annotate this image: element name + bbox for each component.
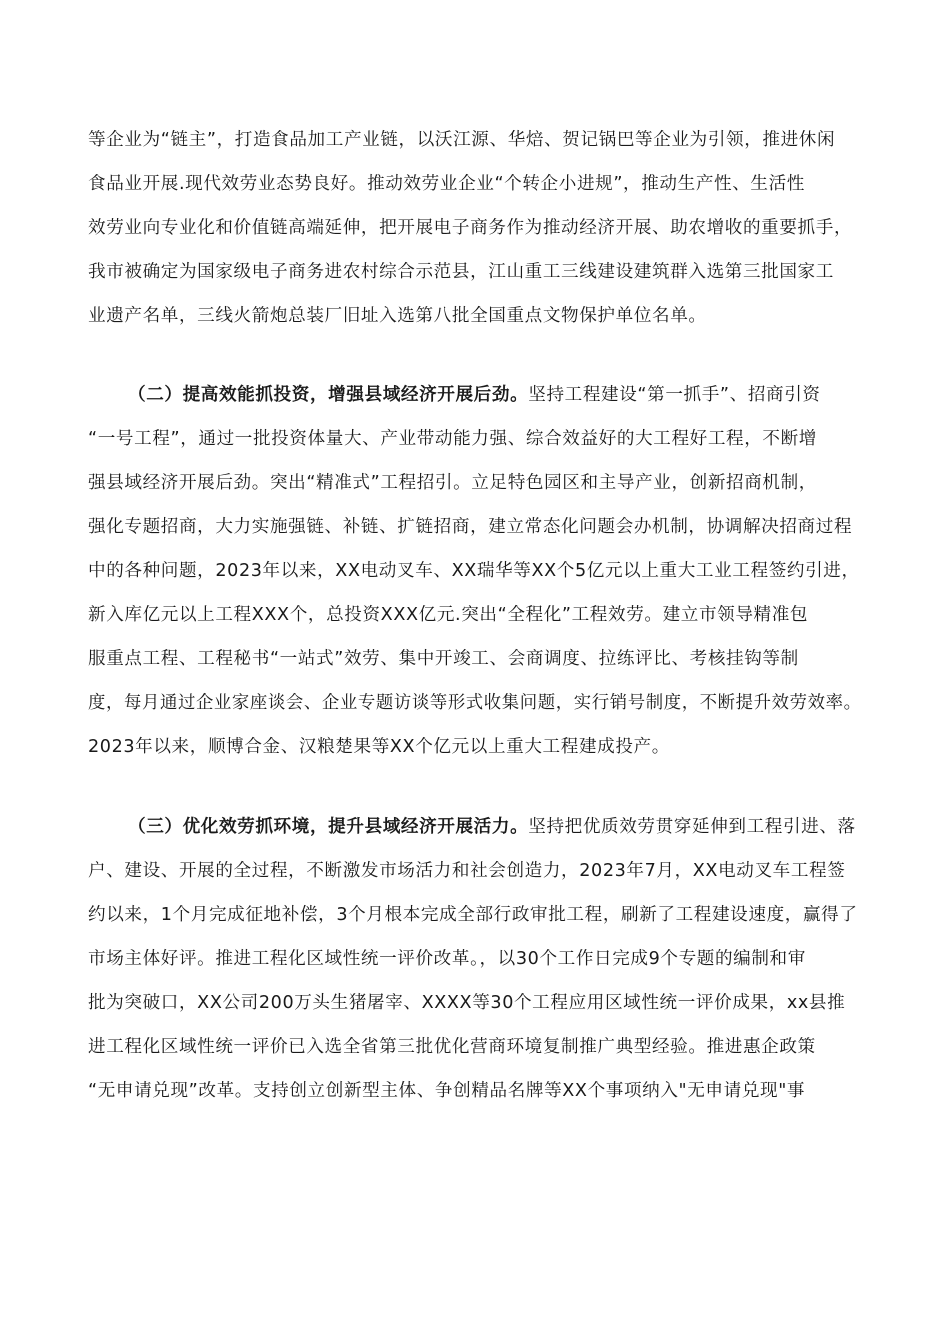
text-line: 新入库亿元以上工程XXX个，总投资XXX亿元.突出“全程化”工程效劳。建立市领导精准包 xyxy=(88,605,809,625)
text-line: 约以来，1个月完成征地补偿，3个月根本完成全部行政审批工程，刷新了工程建设速度，赢得了 xyxy=(88,905,858,925)
text-line: 强化专题招商，大力实施强链、补链、扩链招商，建立常态化问题会办机制，协调解决招商过程 xyxy=(88,517,853,537)
text-line: 业遗产名单，三线火箭炮总装厂旧址入选第八批全国重点文物保护单位名单。 xyxy=(88,306,707,326)
text-line: 我市被确定为国家级电子商务进农村综合示范县，江山重工三线建设建筑群入选第三批国家工 xyxy=(88,262,834,282)
section-heading: （二）提高效能抓投资，增强县域经济开展后劲。 xyxy=(128,385,529,405)
text-run: 坚持把优质效劳贯穿延伸到工程引进、落 xyxy=(528,817,856,837)
text-line: 2023年以来，顺博合金、汉粮楚果等XX个亿元以上重大工程建成投产。 xyxy=(88,737,670,757)
paragraph-first-line xyxy=(128,815,856,839)
text-line: 中的各种问题，2023年以来，XX电动叉车、XX瑞华等XX个5亿元以上重大工业工程签约引进， xyxy=(88,561,860,581)
text-line: 食品业开展.现代效劳业态势良好。推动效劳业企业“个转企小进规”，推动生产性、生活性 xyxy=(88,174,805,194)
text-line: 等企业为“链主”，打造食品加工产业链，以沃江源、华焙、贺记锅巴等企业为引领，推进休闲 xyxy=(88,130,836,150)
text-line: 市场主体好评。推进工程化区域性统一评价改革。，以30个工作日完成9个专题的编制和审 xyxy=(88,949,806,969)
text-line: 效劳业向专业化和价值链高端延伸，把开展电子商务作为推动经济开展、助农增收的重要抓手， xyxy=(88,218,853,238)
text-line: 度，每月通过企业家座谈会、企业专题访谈等形式收集问题，实行销号制度，不断提升效劳效率。 xyxy=(88,693,862,713)
text-line: 强县域经济开展后劲。突出“精准式”工程招引。立足特色园区和主导产业，创新招商机制， xyxy=(88,473,817,493)
text-line: “一号工程”，通过一批投资体量大、产业带动能力强、综合效益好的大工程好工程，不断增 xyxy=(88,429,817,449)
text-line: “无申请兑现”改革。支持创立创新型主体、争创精品名牌等XX个事项纳入"无申请兑现"事 xyxy=(88,1081,806,1101)
text-line: 户、建设、开展的全过程，不断激发市场活力和社会创造力，2023年7月，XX电动叉车工程签 xyxy=(88,861,846,881)
text-run: 坚持工程建设“第一抓手”、招商引资 xyxy=(528,385,821,405)
paragraph-first-line xyxy=(128,383,821,407)
section-heading: （三）优化效劳抓环境，提升县域经济开展活力。 xyxy=(128,817,529,837)
text-line: 服重点工程、工程秘书“一站式”效劳、集中开竣工、会商调度、拉练评比、考核挂钩等制 xyxy=(88,649,799,669)
text-line: 批为突破口，XX公司200万头生猪屠宰、XXXX等30个工程应用区域性统一评价成果，xx县推 xyxy=(88,993,846,1013)
text-line: 进工程化区域性统一评价已入选全省第三批优化营商环境复制推广典型经验。推进惠企政策 xyxy=(88,1037,816,1057)
